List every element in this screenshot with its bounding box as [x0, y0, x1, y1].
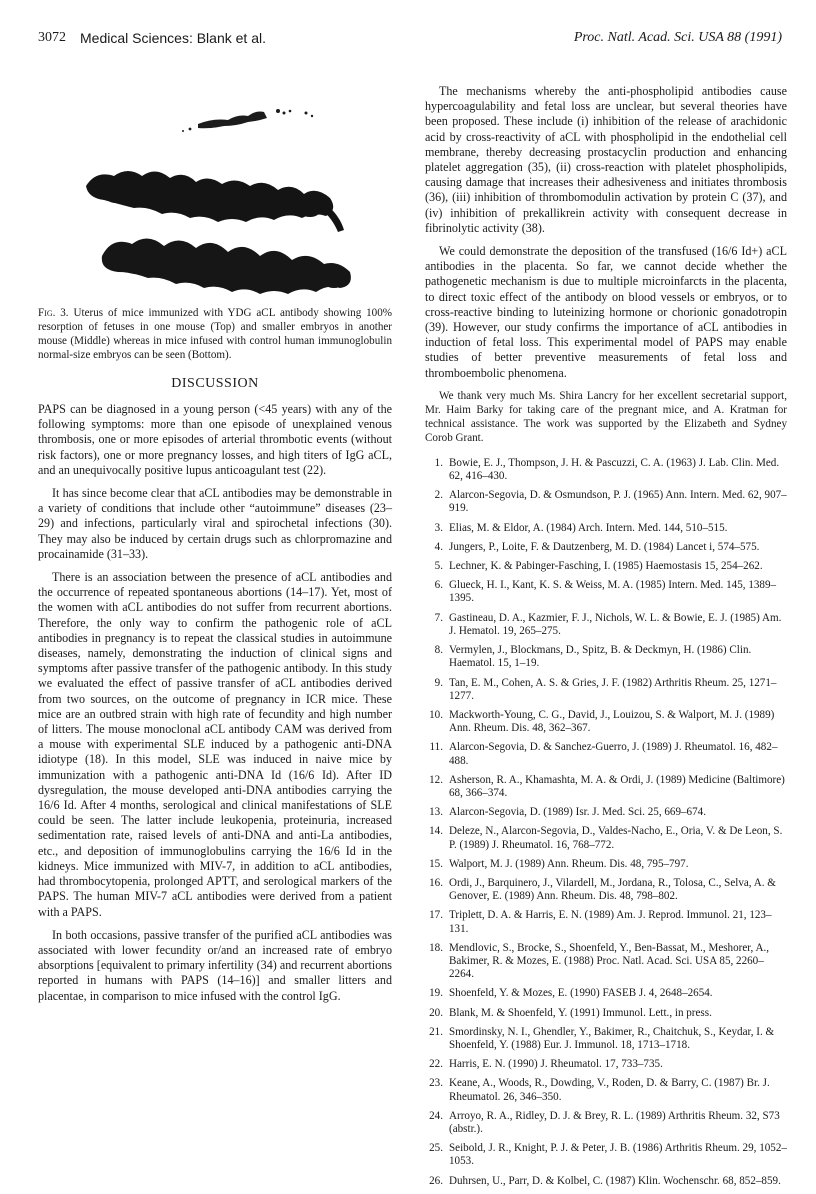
mechanisms-paragraph: The mechanisms whereby the anti-phospholipid antibodies cause hypercoagulability and fetal loss are unclear, but several theories have been proposed. These include (i) inhibition of the release of arachidonic acid by cross-reactivity of aCL with phospholipid in the endothelial cell membrane, thereby decreasing prostacyclin production and enhancing platelet aggregation (35), (ii) cross-reaction with platelet phospholipids, causing damage that increases their adhesiveness and initiates thrombosis (36), (iii) inhibition of thrombomodulin activation by protein C (37), and (iv) inhibition of prekallikrein activity with consequent decrease in fibrinolytic activity (38). — [425, 84, 787, 235]
reference-item: 14. Deleze, N., Alarcon-Segovia, D., Valdes-Nacho, E., Oria, V. & De Leon, S. P. (1989) J. Rheumatol. 16, 768–772. — [429, 825, 783, 851]
reference-item: 17. Triplett, D. A. & Harris, E. N. (1989) Am. J. Reprod. Immunol. 21, 123–131. — [429, 909, 772, 935]
reference-item: 23. Keane, A., Woods, R., Dowding, V., Roden, D. & Barry, C. (1987) Br. J. Rheumatol. 26, 346–350. — [429, 1077, 770, 1103]
reference-item: 15. Walport, M. J. (1989) Ann. Rheum. Dis. 48, 795–797. — [429, 857, 689, 870]
discussion-heading: DISCUSSION — [171, 376, 259, 391]
discussion-paragraph-2: It has since become clear that aCL antibodies may be demonstrable in a variety of conditions that include other “autoimmune” diseases (23–29) and infections, particularly viral and spirochetal infections (30). They may also be induced by certain drugs such as chlorpromazine and procainamide (31–33). — [38, 486, 392, 561]
page-header — [38, 30, 782, 50]
reference-item: 22. Harris, E. N. (1990) J. Rheumatol. 17, 733–735. — [429, 1058, 663, 1071]
reference-item: 1. Bowie, E. J., Thompson, J. H. & Pascuzzi, C. A. (1963) J. Lab. Clin. Med. 62, 416–430. — [434, 456, 780, 483]
conclusion-paragraph: We could demonstrate the deposition of the transfused (16/6 Id+) aCL antibodies in the placenta. So far, we cannot decide whether the pathogenetic mechanism is due to multiple microinfarcts in the placenta, to direct toxic effect of the antibody on blood vessels or embryos, or to cross-reactive binding to luteinizing hormone or chorionic gonadotropin (39). However, our study confirms the importance of aCL antibodies in induction of fetal loss. This experimental model of PAPS may enable studies of better preventive measurements of fetal loss and thromboembolic phenomena. — [425, 244, 787, 380]
uterus-photograph — [38, 66, 392, 306]
reference-item: 16. Ordi, J., Barquinero, J., Vilardell, M., Jordana, R., Tolosa, C., Selva, A. & Genover, E. (1989) Ann. Rheum. Dis. 48, 798–802. — [429, 876, 776, 903]
reference-item: 7. Gastineau, D. A., Kazmier, F. J., Nichols, W. L. & Bowie, E. J. (1985) Am. J. Hematol. 19, 265–275. — [434, 611, 782, 637]
reference-item: 18. Mendlovic, S., Brocke, S., Shoenfeld, Y., Ben-Bassat, M., Meshorer, A., Bakimer, R. & Mozes, E. (1988) Proc. Natl. Acad. Sci. USA 85, 2260–2264. — [429, 941, 770, 981]
figure-3-image — [38, 66, 392, 306]
reference-item: 8. Vermylen, J., Blockmans, D., Spitz, B. & Deckmyn, H. (1986) Clin. Haematol. 15, 1–19. — [434, 644, 752, 670]
reference-item: 4. Jungers, P., Loite, F. & Dautzenberg, M. D. (1984) Lancet i, 574–575. — [434, 540, 760, 553]
reference-item: 26. Duhrsen, U., Parr, D. & Kolbel, C. (1987) Klin. Wochenschr. 68, 852–859. — [429, 1174, 781, 1187]
page-number: 3072 — [38, 30, 66, 45]
reference-item: 9. Tan, E. M., Cohen, A. S. & Gries, J. F. (1982) Arthritis Rheum. 25, 1271–1277. — [434, 676, 777, 702]
discussion-paragraph-3: There is an association between the presence of aCL antibodies and the occurrence of repeated spontaneous abortions (14–17). Yet, most of the women with aCL antibodies do not suffer from recurrent abortions. Therefore, the only way to confirm the pathogenic role of aCL antibodies in pregnancy is to repeat the classical studies in autoimmune diseases, namely, demonstrating the induction of clinical signs and symptoms after passive transfer of the pathogenic antibody. In this study we evaluated the effect of passive transfer of aCL antibodies derived from two sources, on the outcome of pregnancy in ICR mice. These mice are an outbred strain with high rate of fecundity and high number of litters. The mouse monoclonal aCL antibody CAM was derived from a mouse with experimental SLE induced by a pathogenic anti-DNA idiotype (18). In this model, SLE was induced in naive mice by immunization with a pathogenic anti-DNA Id (16/6 Id). After ID dysregulation, the mouse developed anti-DNA antibodies carrying the 16/6 Id. After 4 months, serological and clinical manifestations of SLE could be seen. The latter include leukopenia, proteinuria, increased sedimentation rate, raised levels of anti-DNA and anti-La antibodies, etc., and deposition of immunoglobulins carrying the 16/6 Id in the kidneys. Mice immunized with MIV-7, in addition to aCL antibodies, had thrombocytopenia, prolonged APTT, and serological markers of the PAPS. The human MIV-7 aCL antibodies were derived from a patient with a PAPS. — [38, 570, 392, 919]
top-uterus — [182, 109, 313, 132]
reference-item: 19. Shoenfeld, Y. & Mozes, E. (1990) FASEB J. 4, 2648–2654. — [429, 987, 713, 1000]
reference-item: 21. Smordinsky, N. I., Ghendler, Y., Bakimer, R., Chaitchuk, S., Keydar, I. & Shoenfeld, Y. (1988) Eur. J. Immunol. 18, 1713–1718. — [429, 1025, 775, 1051]
reference-list — [425, 457, 787, 1188]
middle-uterus — [86, 171, 344, 232]
reference-item: 13. Alarcon-Segovia, D. (1989) Isr. J. Med. Sci. 25, 669–674. — [429, 806, 706, 819]
reference-item: 20. Blank, M. & Shoenfeld, Y. (1991) Immunol. Lett., in press. — [429, 1006, 712, 1019]
figure-label: Fig. 3. — [38, 307, 69, 319]
left-column — [38, 66, 392, 1012]
acknowledgment: We thank very much Ms. Shira Lancry for her excellent secretarial support, Mr. Haim Barky for taking care of the pregnant mice, and A. Kratman for technical assistance. The work was supported by the Elizabeth and Sydney Corob Grant. — [425, 389, 787, 444]
reference-item: 6. Glueck, H. I., Kant, K. S. & Weiss, M. A. (1985) Intern. Med. 145, 1389–1395. — [434, 579, 777, 605]
figure-caption-text: Uterus of mice immunized with YDG aCL antibody showing 100% resorption of fetuses in one mouse (Top) and smaller embryos in another mouse (Middle) whereas in mice infused with control human immunoglobulin normal-size embryos can be seen (Bottom). — [38, 307, 393, 361]
reference-item: 11. Alarcon-Segovia, D. & Sanchez-Guerro, J. (1989) J. Rheumatol. 16, 482–488. — [429, 741, 778, 767]
reference-item: 3. Elias, M. & Eldor, A. (1984) Arch. Intern. Med. 144, 510–515. — [434, 521, 728, 534]
reference-item: 25. Seibold, J. R., Knight, P. J. & Peter, J. B. (1986) Arthritis Rheum. 29, 1052–1053. — [429, 1142, 787, 1168]
bottom-uterus — [102, 238, 351, 294]
reference-item: 10. Mackworth-Young, C. G., David, J., Louizou, S. & Walport, M. J. (1989) Ann. Rheum. Dis. 48, 362–367. — [429, 708, 775, 735]
right-column — [425, 84, 787, 1194]
running-title: Medical Sciences: Blank et al. — [80, 30, 266, 46]
discussion-paragraph-1: PAPS can be diagnosed in a young person (<45 years) with any of the following symptoms: more than one episode of unexplained venous thrombosis, one or more episodes of arterial thrombotic events (without risk factors), one or more pregnancy losses, and high titers of IgG aCL, and an unequivocally positive lupus anticoagulant test (22). — [38, 402, 392, 477]
reference-item: 24. Arroyo, R. A., Ridley, D. J. & Brey, R. L. (1989) Arthritis Rheum. 32, S73 (abstr.). — [429, 1109, 780, 1135]
reference-item: 2. Alarcon-Segovia, D. & Osmundson, P. J. (1965) Ann. Intern. Med. 62, 907–919. — [434, 489, 787, 515]
discussion-paragraph-4: In both occasions, passive transfer of the purified aCL antibodies was associated with lower fecundity or/and an increased rate of embryo absorptions [equivalent to primary infertility (34) and recurrent abortions reported in humans with PAPS (14–16)] and smaller litters and placentae, in comparison to mice infused with the control IgG. — [38, 927, 392, 1003]
reference-item: 12. Asherson, R. A., Khamashta, M. A. & Ordi, J. (1989) Medicine (Baltimore) 68, 366–374. — [429, 773, 785, 799]
journal-citation: Proc. Natl. Acad. Sci. USA 88 (1991) — [573, 30, 782, 45]
reference-item: 5. Lechner, K. & Pabinger-Fasching, I. (1985) Haemostasis 15, 254–262. — [434, 560, 763, 573]
figure-caption — [38, 306, 392, 362]
